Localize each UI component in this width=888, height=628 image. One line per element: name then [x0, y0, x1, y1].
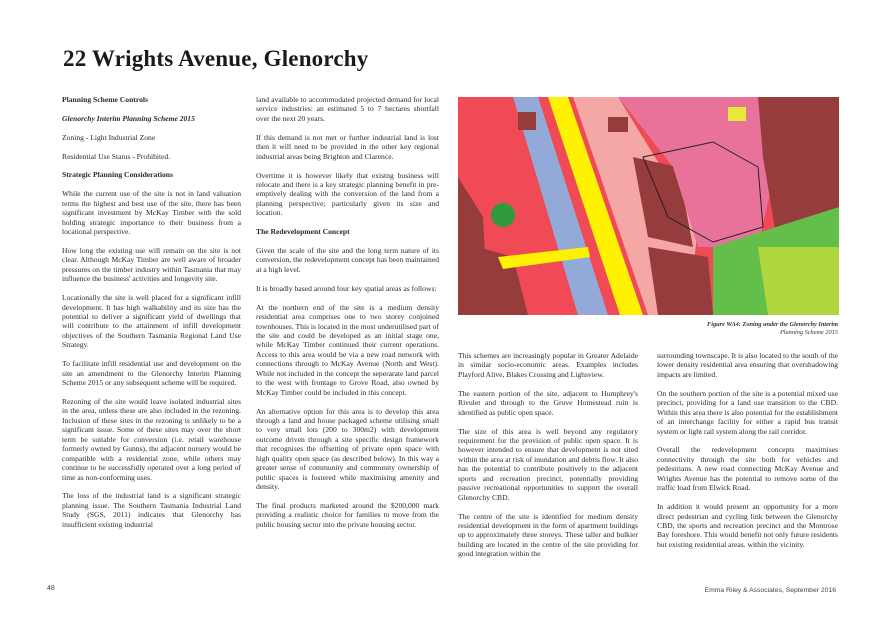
paragraph: How long the existing use will remain on the site is not clear. Although McKay Timber are well aware of broader pressures on the timber industry within Tasmania that may influence the business' activities and longevity site. [62, 245, 241, 284]
figure-caption-title: Figure WA4: Zoning under the Glenorchy Interim [707, 321, 838, 328]
paragraph: Rezoning of the site would leave isolated industrial sites in the area, unless these are also included in the rezoning. Inclusion of these sites in the rezoning is unlikely to be a significant issue. Some of these sites may over the short term be suitable for conversion (i.e. retail warehouse formerly owned by Gunns), the adjacent nursery would be compatible with a residential zone, while others may continue to be successfully operated over a long period of time as non-conforming uses. [62, 396, 241, 482]
zone-community-block [728, 107, 746, 121]
zoning-line: Zoning - Light Industrial Zone [62, 132, 156, 142]
paragraph: The eastern portion of the site, adjacent to Humphrey's Rivulet and through to the Grove Homestead ruin is identified as public open space. [458, 388, 638, 417]
paragraph: This schemes are increasingly popular in Greater Adelaide in similar socio-economic areas. Examples includes Playford Alive, Blakes Crossing and Lighsview. [458, 351, 638, 379]
zone-industrial-block [518, 112, 536, 130]
paragraph: Locationally the site is well placed for a significant infill development. It has high walkability and its size has the potential to deliver a significant yield of dwellings that will contribute to the attainment of infill development objectives of the Southern Tasmania Regional Land Use Strategy. [62, 293, 241, 350]
text-column-2 [256, 95, 439, 539]
paragraph: If this demand is not met or further industrial land is lost then it will need to be provided in the other key regional industrial areas being Brighton and Clarence. [256, 132, 439, 161]
paragraph: Given the scale of the site and the long term nature of its conversion, the redevelopment concept has been maintained at a high level. [256, 246, 439, 274]
heading-interim-scheme: Glenorchy Interim Planning Scheme 2015 [62, 113, 195, 123]
heading-planning-controls: Planning Scheme Controls [62, 95, 148, 104]
text-column-3 [458, 351, 638, 568]
paragraph: In addition it would present an opportunity for a more direct pedestrian and cycling link between the Glenorchy CBD, the sports and recreation precinct and the Montrose Bay foreshore. This would benefit not only future residents but existing residential areas. within the vicinity. [657, 502, 838, 549]
figure-caption [638, 321, 838, 337]
zoning-map [458, 97, 839, 315]
paragraph: While the current use of the site is not in land valuation terms the highest and best use of the site, there has been significant investment by McKay Timber with the sold holding strategic importance to their business from a locational perspective. [62, 189, 241, 237]
paragraph: Overall the redevelopment concepts maximises connectivity through the site both for vehicles and pedestrians. A new road connecting McKay Avenue and Wrights Avenue has the potential to remove some of the traffic load from Elwick Road. [657, 445, 838, 493]
paragraph: The size of this area is well beyond any regulatory requirement for the provision of public open space. It is however intended to ensure that development is not sited within the area at risk of inundation and debris flow. It also has the potential to contribute positively to the adjacent sports and recreation precinct, potentially providing passive recreational opportunities to support the overall Glenorchy CBD. [458, 426, 638, 502]
residential-status-line: Residential Use Status - Prohibited. [62, 151, 171, 161]
zone-industrial-block [608, 117, 628, 132]
zone-community [758, 247, 839, 315]
paragraph: It is broadly based around four key spatial areas as follows: [256, 283, 437, 293]
paragraph: An alternative option for this area is to develop this area through a land and house packaged scheme utilising small to very small lots (200 to 300m2) with development outcome driven through a site specific design framework that recognises the offsetting of private open space with high quality open space (as described below). In this way a greater sense of community and community ownership of public spaces is fostered while maximising amenity and density. [256, 406, 439, 492]
heading-redevelopment-concept: The Redevelopment Concept [256, 227, 350, 237]
paragraph: The final products marketed around the $200,000 mark providing a realistic choice for families to move from the public housing sector into the private housing sector. [256, 500, 439, 529]
paragraph: At the northern end of the site is a medium density residential area comprises one to two storey conjoined townhouses. This is located in the most underutilised part of the site and could be developed as an initial stage one, while McKay Timber continued their current operations. Access to this area would be via a new road network with connections through to McKay Avenue (North and West). While not included in the concept the seperarate land parcel to the west with frontage to Grove Road, also owned by McKay Timber could be included in this concept. [256, 302, 439, 397]
footer-credit: Emma Riley & Associates, September 2016 [704, 587, 836, 594]
paragraph: surrounding townscape. It is also located to the south of the lower density residential area ensuring that overshadowing impacts are limited. [657, 351, 838, 379]
paragraph: land available to accommodated projected demand for local service industries: an estimated 5 to 7 hectares shortfall over the next 20 years. [256, 95, 439, 123]
figure-caption-scheme: Planning Scheme 2015 [779, 328, 838, 336]
paragraph: Overtime it is however likely that existng business will relocate and there is a key strategic planning benefit in pre-emptively dealing with the conversion of the land from a planning perspective; particularly given its size and location. [256, 170, 439, 218]
page-title: 22 Wrights Avenue, Glenorchy [63, 46, 369, 71]
paragraph: On the southern portion of the site is a potential mixed use precinct, providing for a land use transition to the CBD. Within this area there is also potential for the establishment of an interchange facility for either a rapid bus transit system or light rail system along the rail corridor. [657, 388, 838, 436]
paragraph: To facilitate infill residential use and development on the site an amendment to the Glenorchy Interim Planning Scheme 2015 or any subsequent scheme will be required. [62, 359, 241, 388]
heading-strategic-considerations: Strategic Planning Considerations [62, 170, 173, 180]
text-column-4 [657, 351, 838, 559]
zone-open-space-circle [491, 203, 515, 227]
paragraph: The loss of the industrial land is a significant strategic planning issue. The Southern Tasmania Industrial Land Study (SGS, 2011) indicates that Glenorchy has insufficient existing industrial [62, 491, 241, 529]
page-number: 48 [47, 585, 55, 592]
paragraph: The centre of the site is identified for medium density residential development in the form of apartment buildings up to approximately three storeys. These taller and bulkier building are located in the centre of the site providing for good integration within the [458, 511, 638, 559]
zone-industrial-south [648, 247, 713, 315]
text-column-1 [62, 95, 241, 539]
